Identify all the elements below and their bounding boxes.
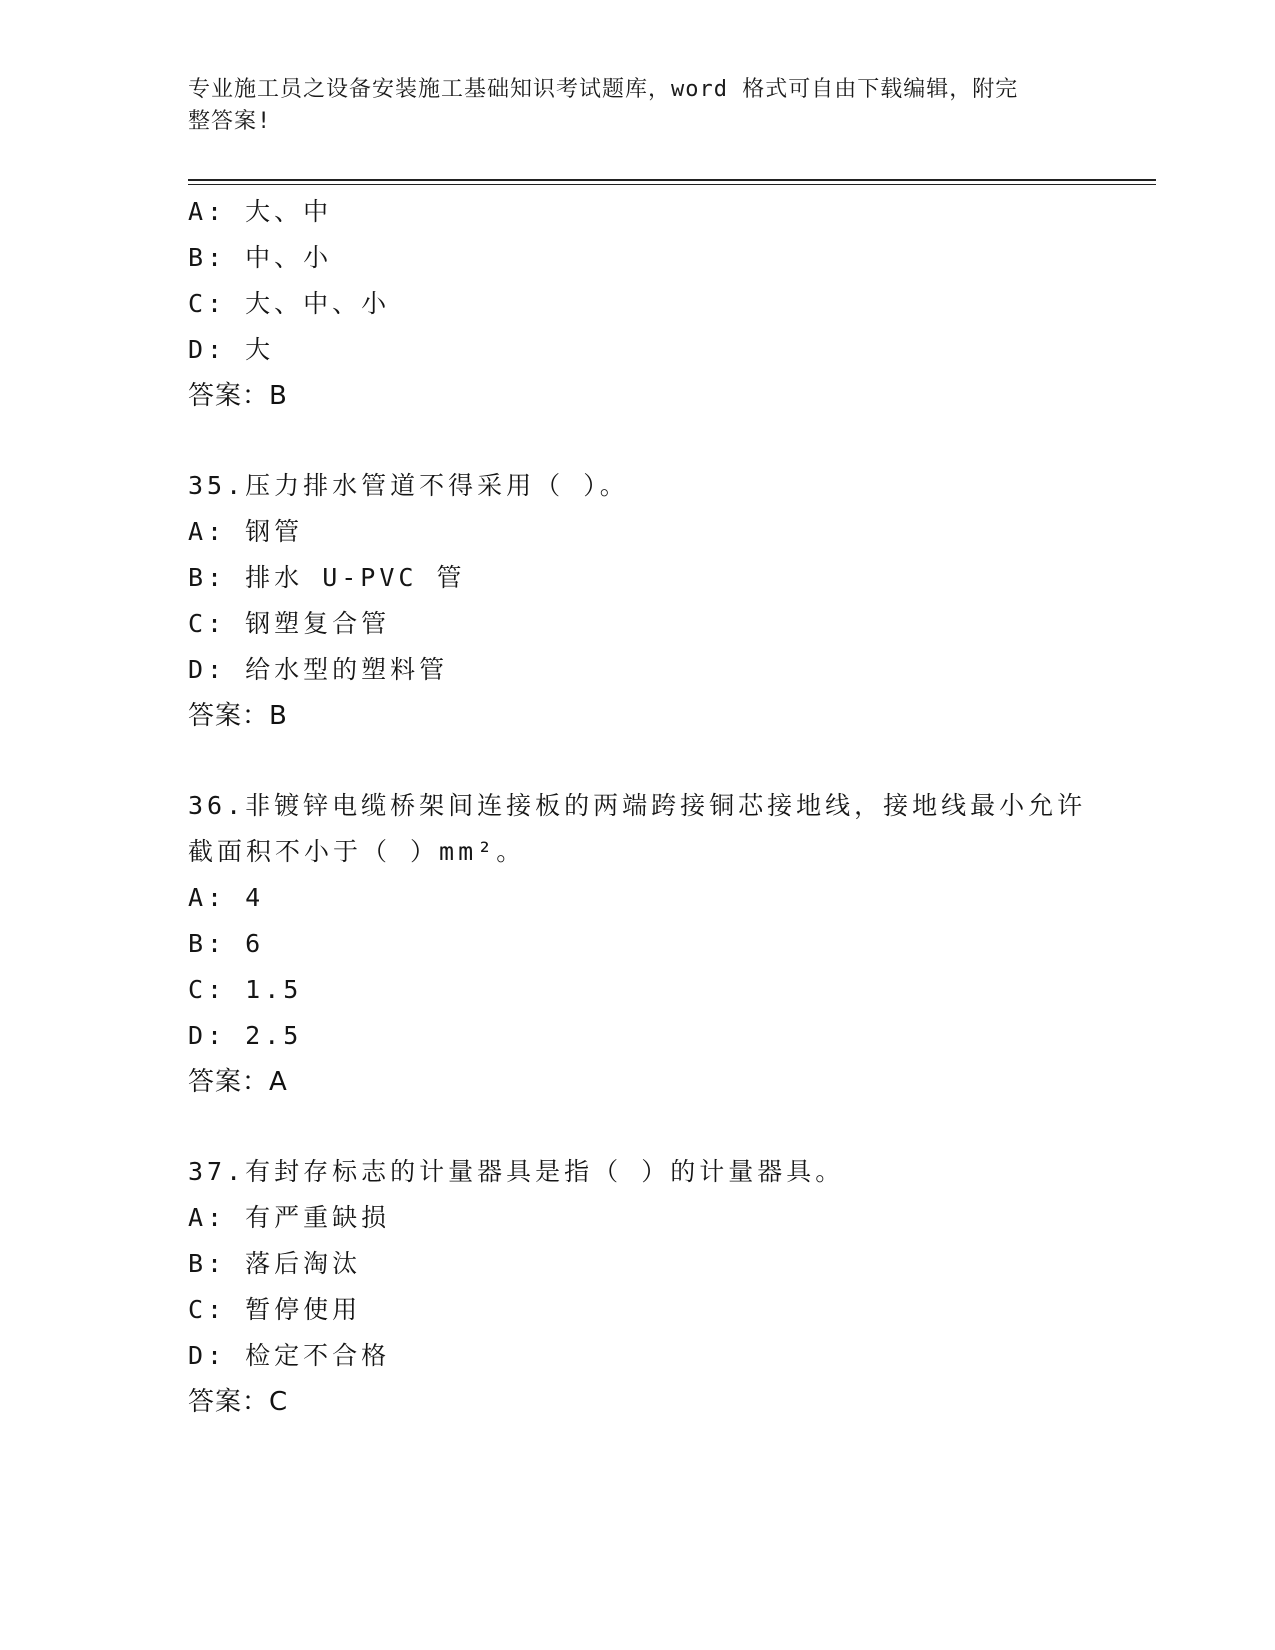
- question-stem-line-2: 截面积不小于（ ）mm²。: [188, 837, 526, 866]
- spacer: [188, 1105, 1088, 1149]
- option-a: A: 4: [188, 883, 265, 912]
- option-d: D: 大: [188, 335, 275, 364]
- option-b: B: 6: [188, 929, 265, 958]
- question-35: [188, 463, 1088, 739]
- spacer: [188, 739, 1088, 783]
- document-header: [188, 74, 1068, 138]
- question-stem: 35.压力排水管道不得采用（ ）。: [188, 471, 629, 500]
- option-d: D: 检定不合格: [188, 1341, 391, 1370]
- option-c: C: 大、中、小: [188, 289, 391, 318]
- question-37: [188, 1149, 1088, 1425]
- option-b: B: 排水 U-PVC 管: [188, 563, 466, 592]
- option-b: B: 落后淘汰: [188, 1249, 362, 1278]
- option-a: A: 有严重缺损: [188, 1203, 391, 1232]
- question-list: [188, 189, 1088, 1425]
- answer-line: 答案：A: [188, 1067, 288, 1097]
- header-line-2: 整答案!: [188, 109, 272, 134]
- question-36: [188, 783, 1088, 1105]
- option-d: D: 2.5: [188, 1021, 303, 1050]
- option-a: A: 钢管: [188, 517, 304, 546]
- answer-line: 答案：C: [188, 1387, 289, 1417]
- header-line-1: 专业施工员之设备安装施工基础知识考试题库，word 格式可自由下载编辑，附完: [188, 77, 1019, 102]
- header-rule-thick: [188, 179, 1156, 181]
- spacer: [188, 419, 1088, 463]
- question-fragment: [188, 189, 1088, 419]
- header-rule-thin: [188, 184, 1156, 185]
- option-c: C: 钢塑复合管: [188, 609, 391, 638]
- question-stem: 37.有封存标志的计量器具是指（ ）的计量器具。: [188, 1157, 845, 1186]
- option-d: D: 给水型的塑料管: [188, 655, 449, 684]
- option-c: C: 暂停使用: [188, 1295, 362, 1324]
- answer-line: 答案：B: [188, 701, 288, 731]
- question-stem-line-1: 36.非镀锌电缆桥架间连接板的两端跨接铜芯接地线，接地线最小允许: [188, 791, 1087, 820]
- answer-line: 答案：B: [188, 381, 288, 411]
- option-a: A: 大、中: [188, 197, 333, 226]
- option-b: B: 中、小: [188, 243, 333, 272]
- option-c: C: 1.5: [188, 975, 303, 1004]
